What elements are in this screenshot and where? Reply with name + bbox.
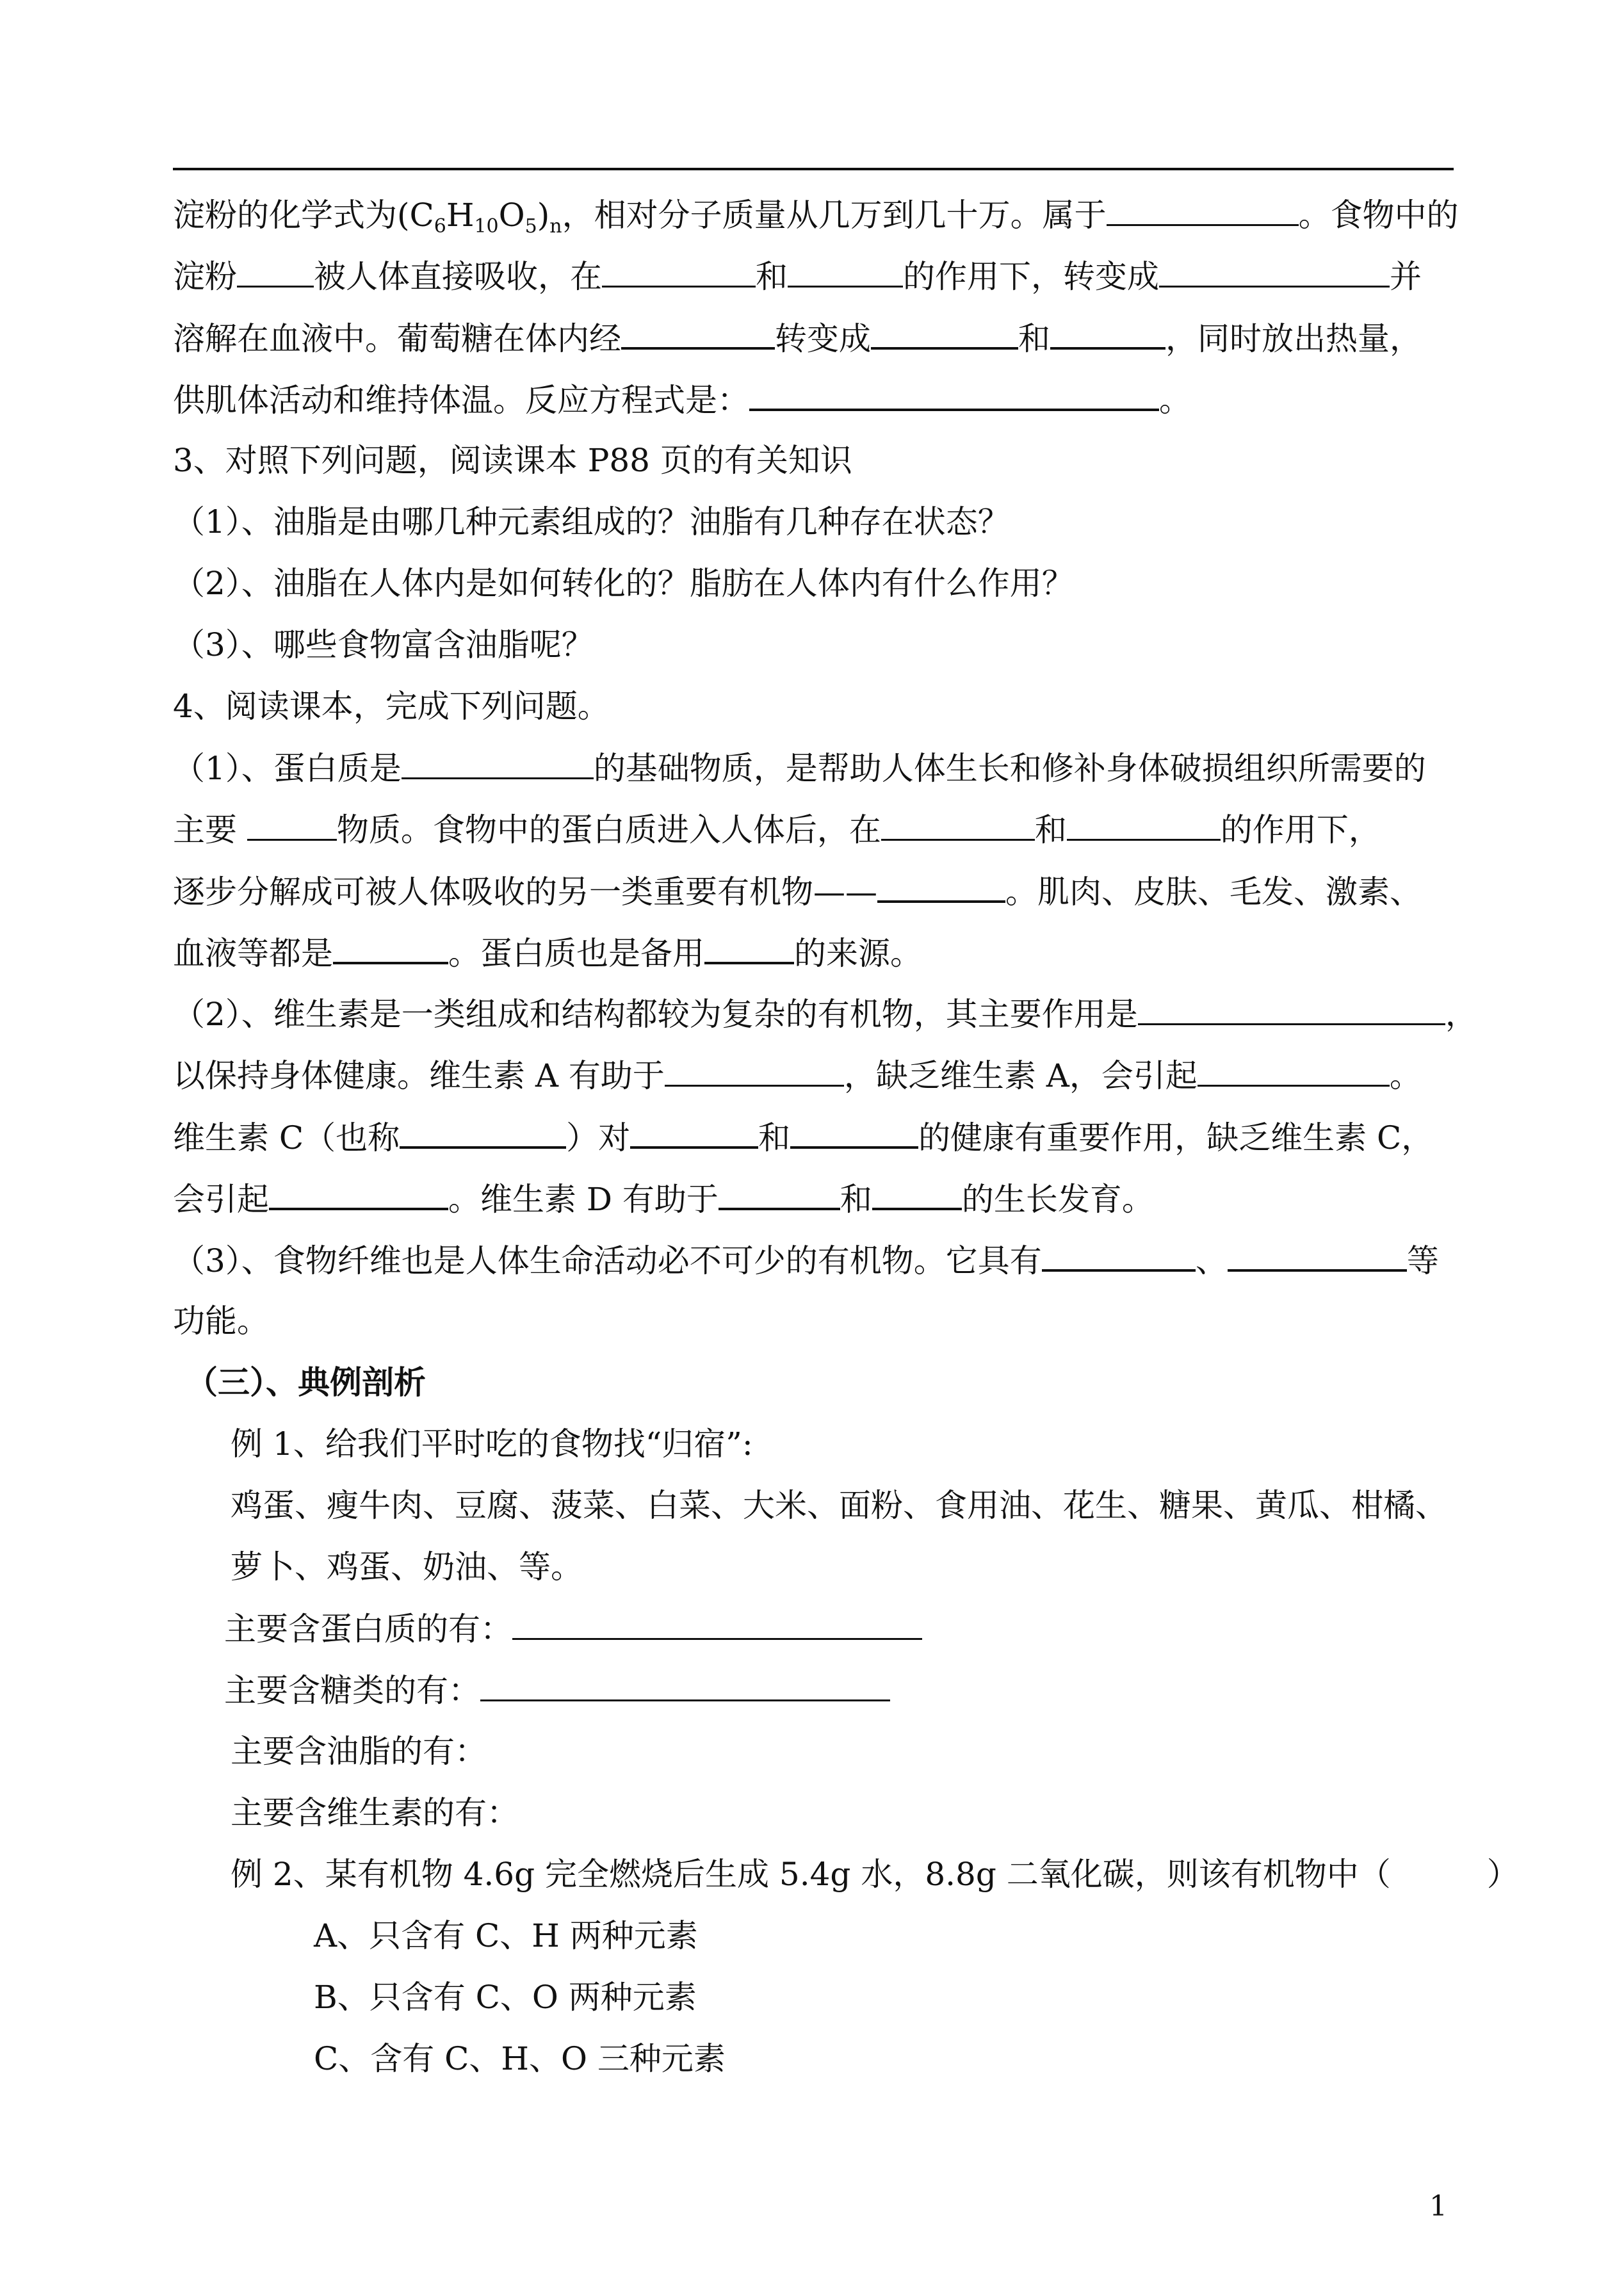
text: 。食物中的	[1298, 197, 1459, 234]
text: )	[537, 197, 550, 234]
question-4: 4、阅读课本，完成下列问题。	[173, 688, 610, 725]
fill-blank[interactable]	[1228, 1238, 1407, 1272]
text: 维生素 C（也称	[173, 1119, 400, 1156]
starch-line-2	[173, 255, 1486, 298]
fill-blank[interactable]	[1198, 1054, 1390, 1087]
text: （2）、油脂在人体内是如何转化的？脂肪在人	[173, 565, 818, 602]
question-3: 3、对照下列问题，阅读课本 P88 页的有关知识	[173, 442, 852, 479]
option-b[interactable]: B、只含有 C、O 两种元素	[314, 1979, 697, 2016]
text: 。	[1159, 382, 1191, 419]
text: 的生长发育。	[961, 1181, 1154, 1218]
text: 淀粉的化学式为(C	[173, 197, 434, 234]
text: ）对	[566, 1119, 631, 1156]
text: （2）、维生素是一类组成和结构都较为复杂的有机物，其主要作用是	[173, 996, 1138, 1033]
text: 物质。食物中的蛋白质进入人体后，在	[336, 811, 881, 848]
example-1-foods-line-1: 鸡蛋、瘦牛肉、豆腐、菠菜、白菜、大米、面粉、食用油、花生、糖果、黄瓜、柑橘、	[231, 1487, 1447, 1524]
text: 的基础物质，是帮助人体生长和修补身体破损组织所需要的	[593, 750, 1426, 787]
page-number: 1	[1429, 2190, 1447, 2223]
fill-blank[interactable]	[877, 870, 1005, 903]
fill-blank[interactable]	[872, 1177, 962, 1210]
example-1-foods-line-2: 萝卜、鸡蛋、奶油、等。	[231, 1548, 583, 1585]
subscript: n	[549, 215, 562, 238]
text: 会引起	[173, 1181, 269, 1218]
text: 以保持身体健康。维生素 A 有助于	[173, 1057, 665, 1094]
text: 主要含糖类的有：	[224, 1672, 480, 1709]
fill-blank[interactable]	[1107, 193, 1299, 226]
text: 并	[1390, 258, 1422, 295]
fill-blank[interactable]	[790, 1115, 918, 1149]
text: 逐步分解成可被人体吸收的另一类重要有机物——	[173, 873, 877, 911]
text: ）	[1486, 1856, 1519, 1893]
question-3-1: （1）、油脂是由哪几种元素组成的？油脂有几种存在状态？	[173, 503, 1010, 540]
text: ，同时放出热量，	[1165, 320, 1422, 357]
text: 转变成	[775, 320, 871, 357]
fill-blank[interactable]	[269, 1177, 448, 1210]
text: 血液等都是	[173, 935, 333, 972]
fill-blank[interactable]	[881, 808, 1035, 841]
subscript: 6	[434, 215, 446, 238]
fill-blank[interactable]	[1138, 993, 1445, 1025]
text: 的作用下，	[1220, 811, 1381, 848]
q4-2-line-2	[173, 1054, 1486, 1097]
subscript: 5	[524, 215, 537, 238]
answer-blank[interactable]	[512, 1607, 922, 1640]
fat-foods-row: 主要含油脂的有：	[231, 1733, 487, 1770]
protein-foods-row	[224, 1607, 1537, 1650]
text: 和	[840, 1181, 872, 1218]
answer-blank[interactable]	[480, 1669, 890, 1701]
fill-blank[interactable]	[247, 808, 337, 841]
header-rule	[173, 168, 1454, 170]
text: 、	[1195, 1242, 1228, 1279]
option-a[interactable]: A、只含有 C、H 两种元素	[314, 1917, 698, 1954]
question-3-2	[173, 562, 1486, 604]
text: 的作用下，转变成	[903, 258, 1159, 295]
text: 和	[1018, 320, 1050, 357]
example-1-title: 例 1、给我们平时吃的食物找“归宿”:	[231, 1425, 753, 1463]
equation-blank[interactable]	[749, 378, 1159, 411]
fill-blank[interactable]	[237, 255, 314, 288]
text: 主要含蛋白质的有：	[224, 1610, 512, 1648]
fill-blank[interactable]	[1042, 1238, 1196, 1272]
option-c[interactable]: C、含有 C、H、O 三种元素	[314, 2040, 726, 2077]
section-heading: （三）、典例剖析	[186, 1363, 426, 1401]
q4-1-line-2	[173, 808, 1486, 851]
fill-blank[interactable]	[871, 316, 1018, 350]
sugar-foods-row	[224, 1669, 1537, 1712]
starch-line-1	[173, 193, 1486, 248]
text: 。肌肉、皮肤、毛发、激素、	[1005, 873, 1422, 911]
starch-line-3	[173, 316, 1486, 360]
text: 供肌体活动和维持体温。反应方程式是：	[173, 382, 749, 419]
text: 被人体直接吸收，在	[314, 258, 602, 295]
q4-3-line-2: 功能。	[173, 1302, 269, 1340]
vitamin-foods-row: 主要含维生素的有：	[231, 1794, 519, 1831]
text: 等	[1406, 1242, 1439, 1279]
text: 例 2、某有机物 4.6g 完全燃烧后生成 5.4g 水，8.8g 二氧化碳，则该有机物中（	[231, 1856, 1391, 1893]
subscript: 10	[474, 215, 499, 238]
fill-blank[interactable]	[333, 931, 448, 964]
q4-2-line-4	[173, 1177, 1486, 1220]
text: （1）、蛋白质是	[173, 750, 402, 787]
q4-1-line-1	[173, 747, 1486, 790]
text: 的健康有重要作用，缺乏维生素 C，	[918, 1119, 1434, 1156]
fill-blank[interactable]	[621, 316, 775, 350]
text: 。维生素 D 有助于	[448, 1181, 719, 1218]
fill-blank[interactable]	[1050, 316, 1165, 350]
q4-3-line-1	[173, 1238, 1486, 1282]
q4-2-line-3	[173, 1115, 1486, 1159]
fill-blank[interactable]	[665, 1054, 844, 1087]
text: 和	[758, 1119, 791, 1156]
starch-line-4	[173, 378, 1486, 421]
fill-blank[interactable]	[630, 1115, 758, 1149]
text: 。	[1389, 1057, 1422, 1094]
text: H	[446, 197, 475, 234]
text: 的来源。	[794, 935, 922, 972]
fill-blank[interactable]	[1067, 808, 1221, 841]
fill-blank[interactable]	[704, 931, 794, 964]
q4-1-line-4	[173, 931, 1486, 975]
fill-blank[interactable]	[719, 1177, 840, 1210]
text: ，缺乏维生素 A，会引起	[843, 1057, 1198, 1094]
text: 淀粉	[173, 258, 237, 295]
fill-blank[interactable]	[602, 255, 756, 288]
fill-blank[interactable]	[1159, 255, 1390, 288]
text: 。蛋白质也是备用	[448, 935, 704, 972]
text: 和	[1034, 811, 1067, 848]
fill-blank[interactable]	[788, 255, 903, 288]
text: 主要	[173, 811, 247, 848]
text: 溶解在血液中。葡萄糖在体内经	[173, 320, 621, 357]
q4-1-line-3	[173, 870, 1486, 913]
question-3-3: （3）、哪些食物富含油脂呢？	[173, 626, 594, 663]
fill-blank[interactable]	[402, 747, 594, 779]
text: （3）、食物纤维也是人体生命活动必不可少的有机物。它具有	[173, 1242, 1042, 1279]
text: 和	[756, 258, 788, 295]
example-2-question	[231, 1853, 1543, 1895]
text: O	[498, 197, 525, 234]
text: ，	[1445, 996, 1477, 1033]
text: ，相对分子质量从几万到几十万。属于	[562, 197, 1107, 234]
fill-blank[interactable]	[400, 1115, 566, 1149]
text: 体内有什么作用？	[817, 565, 1074, 602]
q4-2-line-1	[173, 993, 1486, 1035]
